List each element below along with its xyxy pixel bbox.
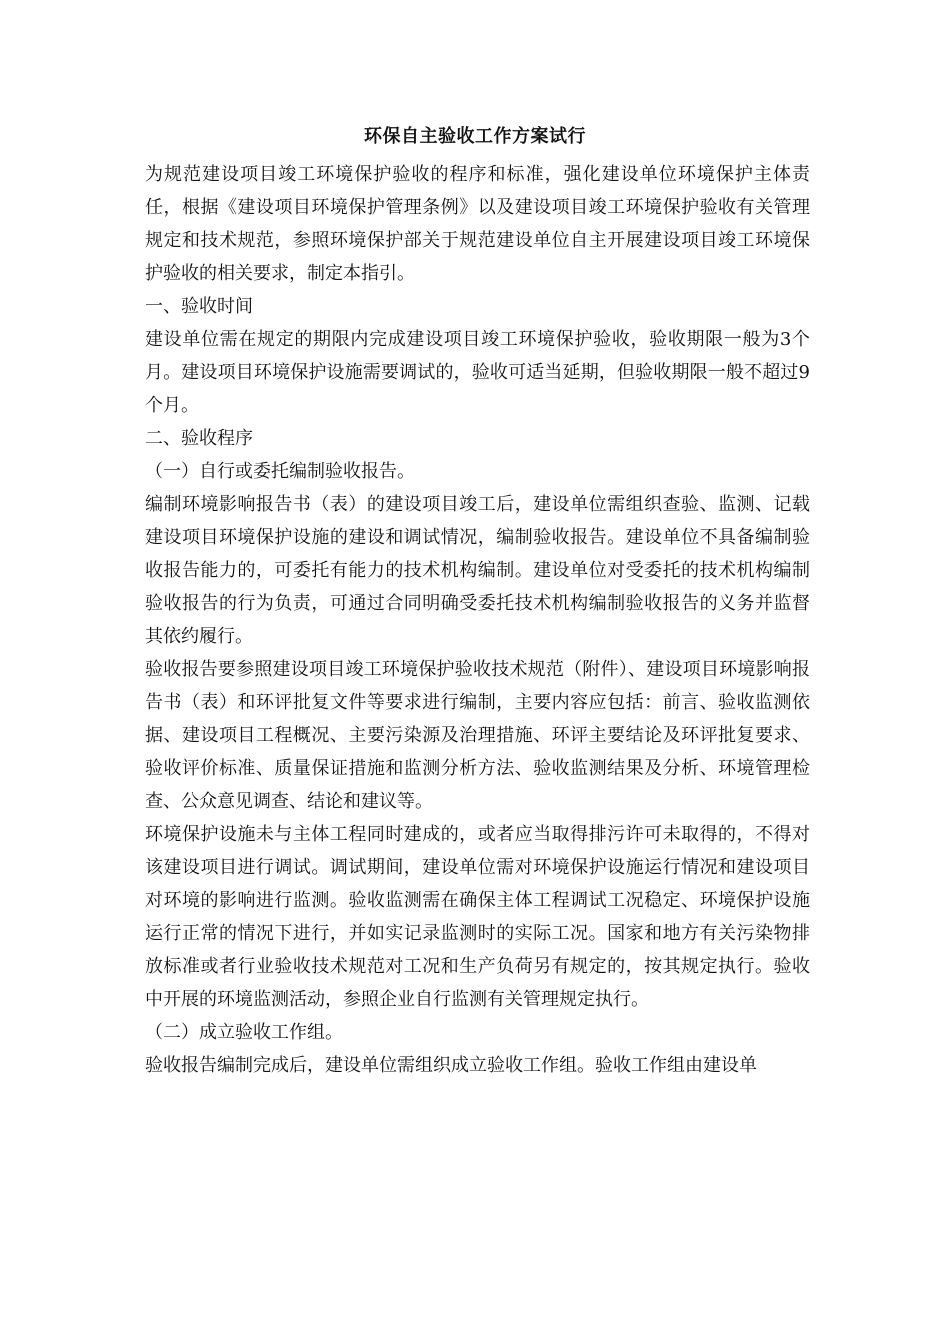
subsection-heading-working-group: （二）成立验收工作组。 bbox=[145, 1022, 343, 1043]
report-preparation-paragraph-3: 环境保护设施未与主体工程同时建成的，或者应当取得排污许可未取得的，不得对该建设项目进行调试。调试期间，建设单位需对环境保护设施运行情况和建设项目对环境的影响进行监测。验收监测需在确保主体工程调试工况稳定、环境保护设施运行正常的情况下进行，并如实记录监测时的实际工况。国家和地方有关污染物排放标准或者行业验收技术规范对工况和生产负荷另有规定的，按其规定执行。验收中开展的环境监测活动，参照企业自行监测有关管理规定执行。 bbox=[145, 824, 810, 1010]
acceptance-time-paragraph: 建设单位需在规定的期限内完成建设项目竣工环境保护验收，验收期限一般为3个月。建设项目环境保护设施需要调试的，验收可适当延期，但验收期限一般不超过9个月。 bbox=[145, 329, 810, 416]
subsection-heading-report-preparation: （一）自行或委托编制验收报告。 bbox=[145, 461, 415, 482]
section-heading-acceptance-time: 一、验收时间 bbox=[145, 296, 253, 317]
document-title: 环保自主验收工作方案试行 bbox=[364, 126, 586, 147]
report-preparation-paragraph-2: 验收报告要参照建设项目竣工环境保护验收技术规范（附件）、建设项目环境影响报告书（表）和环评批复文件等要求进行编制，主要内容应包括：前言、验收监测依据、建设项目工程概况、主要污染源及治理措施、环评主要结论及环评批复要求、验收评价标准、质量保证措施和监测分析方法、验收监测结果及分析、环境管理检查、公众意见调查、结论和建议等。 bbox=[145, 659, 810, 812]
document-body bbox=[145, 158, 810, 1082]
report-preparation-paragraph-1: 编制环境影响报告书（表）的建设项目竣工后，建设单位需组织查验、监测、记载建设项目环境保护设施的建设和调试情况，编制验收报告。建设单位不具备编制验收报告能力的，可委托有能力的技术机构编制。建设单位对受委托的技术机构编制验收报告的行为负责，可通过合同明确受委托技术机构编制验收报告的义务并监督其依约履行。 bbox=[145, 494, 810, 647]
intro-paragraph: 为规范建设项目竣工环境保护验收的程序和标准，强化建设单位环境保护主体责任，根据《建设项目环境保护管理条例》以及建设项目竣工环境保护验收有关管理规定和技术规范，参照环境保护部关于规范建设单位自主开展建设项目竣工环境保护验收的相关要求，制定本指引。 bbox=[145, 164, 810, 284]
working-group-paragraph: 验收报告编制完成后，建设单位需组织成立验收工作组。验收工作组由建设单 bbox=[145, 1055, 757, 1076]
section-heading-acceptance-procedure: 二、验收程序 bbox=[145, 428, 253, 449]
